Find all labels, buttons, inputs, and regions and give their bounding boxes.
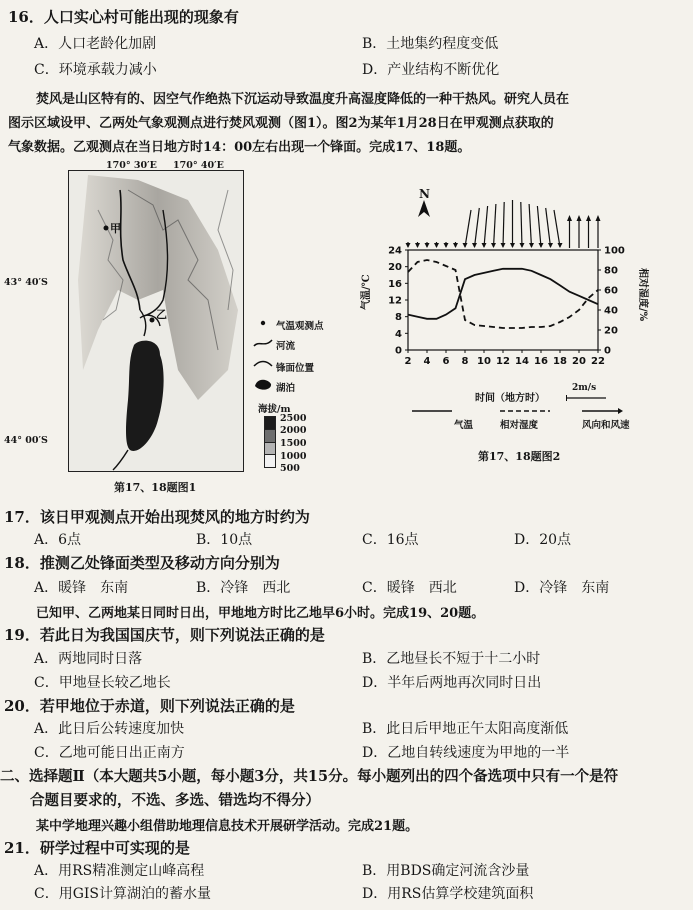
q19-option-d: D．半年后两地再次同时日出: [362, 675, 542, 691]
y-left-tick-label: 0: [395, 345, 402, 357]
wind-arrow: [510, 200, 515, 248]
station-yi-label: 乙: [156, 308, 167, 321]
q18-option-a: A．暖锋 东南: [34, 580, 129, 596]
wind-arrow: [567, 215, 572, 248]
q17-stem: 17．该日甲观测点开始出现焚风的地方时约为: [4, 508, 310, 526]
x-tick-label: 10: [477, 356, 491, 367]
q16-option-b: B．土地集约程度变低: [362, 36, 499, 52]
wind-arrow: [554, 210, 563, 248]
intro-foehn-line-2: 图示区域设甲、乙两处气象观测点进行焚风观测（图1）。图2为某年1月28日在甲观测点获取的: [8, 116, 554, 131]
y-right-axis: [598, 246, 625, 357]
fig2-legend-symbols: [410, 407, 640, 415]
fig1-lon-label-1: 170° 30′E: [106, 160, 157, 171]
fig2-caption: 第17、18题图2: [478, 450, 561, 463]
section-2-header: 二、选择题Ⅱ（本大题共5小题，每小题3分，共15分。每小题列出的四个备选项中只有一个是符: [0, 768, 619, 785]
wind-arrow: [425, 242, 430, 248]
y-left-tick-label: 12: [388, 295, 402, 307]
wind-arrow: [546, 208, 553, 248]
wind-arrow: [529, 204, 534, 248]
x-axis-title: 时间（地方时）: [475, 393, 545, 404]
x-axis: [405, 350, 605, 367]
fig1-lat-label-2: 44° 00′S: [4, 435, 48, 446]
wind-scale-bar: [566, 395, 608, 401]
north-label: N: [419, 187, 430, 201]
legend-lake-icon: [255, 380, 271, 390]
wind-arrow: [537, 206, 543, 248]
legend-river-icon: [254, 340, 272, 346]
elevation-title: 海拔/m: [258, 404, 291, 415]
q17-option-b: B．10点: [196, 532, 253, 548]
fig1-map: [68, 170, 244, 472]
intro-foehn-line-1: 焚风是山区特有的、因空气作绝热下沉运动导致温度升高湿度降低的一种干热风。研究人员在: [36, 92, 570, 107]
wind-arrow: [463, 210, 472, 248]
wind-arrow: [501, 202, 506, 248]
x-tick-label: 6: [442, 356, 450, 367]
wind-arrow: [586, 215, 591, 248]
wind-arrow: [406, 242, 411, 248]
y-left-axis: [388, 246, 408, 357]
x-tick-label: 20: [572, 356, 586, 367]
q21-stem: 21．研学过程中可实现的是: [4, 839, 190, 857]
q18-option-c: C．暖锋 西北: [362, 580, 457, 596]
x-tick-label: 2: [404, 356, 412, 367]
fig1-caption: 第17、18题图1: [114, 481, 197, 494]
wind-arrow: [520, 202, 525, 248]
x-tick-label: 8: [461, 356, 469, 367]
wind-arrow: [453, 242, 458, 248]
wind-arrow: [472, 208, 479, 248]
wind-arrow: [596, 215, 601, 248]
q20-stem: 20．若甲地位于赤道，则下列说法正确的是: [4, 697, 295, 715]
y-right-tick-label: 0: [604, 345, 611, 357]
wind-arrow: [434, 242, 439, 248]
wind-arrow: [415, 242, 420, 248]
wind-arrows: [406, 200, 601, 248]
q19-option-a: A．两地同时日落: [34, 651, 143, 667]
q19-stem: 19．若此日为我国国庆节，则下列说法正确的是: [4, 626, 325, 644]
intro-foehn-line-3: 气象数据。乙观测点在当日地方时14：00左右出现一个锋面。完成17、18题。: [8, 140, 471, 155]
fig1-legend-symbols: [252, 314, 274, 394]
station-yi-point: [150, 318, 155, 323]
q18-option-b: B．冷锋 西北: [196, 580, 291, 596]
q17-option-d: D．20点: [514, 532, 572, 548]
y-right-axis-title: 相对湿度/%: [637, 268, 648, 322]
x-tick-label: 18: [553, 356, 567, 367]
q17-option-a: A．6点: [34, 532, 82, 548]
fig1-lon-label-2: 170° 40′E: [173, 160, 224, 171]
station-jia-point: [104, 226, 109, 231]
elevation-scale: [264, 416, 276, 468]
wind-arrow: [577, 215, 582, 248]
x-tick-label: 16: [534, 356, 548, 367]
legend-river-label: 河流: [276, 341, 296, 352]
y-left-tick-label: 24: [388, 245, 402, 257]
elevation-value: 2500: [280, 413, 307, 424]
humidity-line: [408, 260, 598, 328]
y-right-tick-label: 60: [604, 285, 618, 297]
q16-option-d: D．产业结构不断优化: [362, 62, 500, 78]
q16-stem: 16．人口实心村可能出现的现象有: [8, 8, 239, 26]
y-right-tick-label: 20: [604, 325, 618, 337]
intro-21: 某中学地理兴趣小组借助地理信息技术开展研学活动。完成21题。: [36, 819, 419, 834]
y-left-tick-label: 16: [388, 278, 402, 290]
wind-arrow: [444, 242, 449, 248]
legend-lake-label: 湖泊: [276, 383, 296, 394]
legend-temp-label: 气温: [454, 420, 474, 431]
wind-arrow: [491, 204, 496, 248]
q20-option-c: C．乙地可能日出正南方: [34, 745, 185, 761]
y-right-tick-label: 80: [604, 265, 618, 277]
y-left-tick-label: 20: [388, 262, 402, 274]
elevation-value: 500: [280, 463, 300, 474]
q18-option-d: D．冷锋 东南: [514, 580, 610, 596]
q19-option-b: B．乙地昼长不短于十二小时: [362, 651, 541, 667]
q21-option-b: B．用BDS确定河流含沙量: [362, 863, 530, 879]
q20-option-d: D．乙地自转线速度为甲地的一半: [362, 745, 570, 761]
legend-station-icon: [261, 321, 265, 325]
fig1-lat-label-1: 43° 40′S: [4, 277, 48, 288]
temperature-line: [408, 269, 598, 319]
q21-option-a: A．用RS精准测定山峰高程: [34, 863, 205, 879]
legend-front-icon: [254, 362, 272, 367]
q19-option-c: C．甲地昼长较乙地长: [34, 675, 171, 691]
wind-scale-label: 2m/s: [572, 383, 597, 393]
elevation-value: 2000: [280, 425, 307, 436]
y-right-tick-label: 40: [604, 305, 618, 317]
q20-option-a: A．此日后公转速度加快: [34, 721, 185, 737]
legend-wind-label: 风向和风速: [582, 420, 630, 431]
x-tick-label: 4: [423, 356, 431, 367]
q16-option-a: A．人口老龄化加剧: [34, 36, 157, 52]
x-tick-label: 14: [515, 356, 529, 367]
elevation-value: 1500: [280, 438, 307, 449]
elevation-value: 1000: [280, 451, 307, 462]
legend-station-label: 气温观测点: [276, 321, 324, 332]
q16-option-c: C．环境承载力减小: [34, 62, 157, 78]
y-left-tick-label: 4: [395, 328, 402, 340]
y-right-tick-label: 100: [604, 245, 625, 257]
legend-front-label: 锋面位置: [276, 363, 315, 374]
station-jia-label: 甲: [110, 222, 121, 235]
y-left-tick-label: 8: [395, 312, 402, 324]
q17-option-c: C．16点: [362, 532, 419, 548]
legend-rh-label: 相对湿度: [500, 420, 539, 431]
intro-19-20: 已知甲、乙两地某日同时日出，甲地地方时比乙地早6小时。完成19、20题。: [36, 606, 485, 621]
x-tick-label: 12: [496, 356, 510, 367]
q20-option-b: B．此日后甲地正午太阳高度渐低: [362, 721, 569, 737]
x-tick-label: 22: [591, 356, 605, 367]
q21-option-d: D．用RS估算学校建筑面积: [362, 886, 534, 902]
q21-option-c: C．用GIS计算湖泊的蓄水量: [34, 886, 212, 902]
plot-frame: [408, 250, 598, 350]
section-2-header-cont: 合题目要求的，不选、多选、错选均不得分）: [30, 792, 320, 809]
y-left-axis-title: 气温/℃: [361, 274, 372, 310]
q18-stem: 18．推测乙处锋面类型及移动方向分别为: [4, 554, 280, 572]
wind-arrow: [482, 206, 488, 248]
